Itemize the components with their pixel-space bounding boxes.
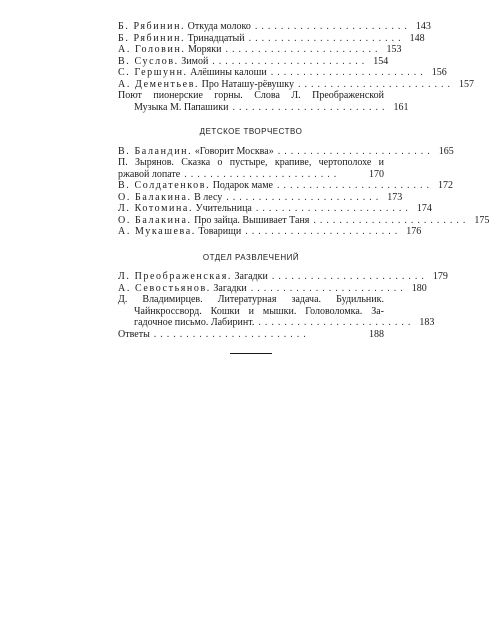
leader-dots: ........................ — [255, 203, 412, 214]
toc-entry — [118, 180, 453, 192]
toc-entry — [118, 214, 490, 227]
entry-author: А. Мукашева. — [118, 226, 196, 237]
leader-dots: ........................ — [232, 101, 389, 113]
entry-title: Алёшины калоши — [190, 67, 267, 78]
toc-entry — [118, 329, 384, 341]
toc-entry — [118, 67, 447, 79]
leader-dots: ........................ — [270, 67, 427, 78]
entry-page: 188 — [369, 328, 384, 340]
leader-dots: ........................ — [297, 78, 454, 90]
toc-section-entertainment — [118, 271, 448, 340]
entry-title: Загадки — [234, 271, 268, 282]
entry-page: 174 — [416, 203, 432, 214]
entry-title: Про Наташу-рёвушку — [201, 78, 294, 90]
leader-dots: ........................ — [258, 317, 415, 328]
entry-page: 173 — [387, 191, 403, 203]
entry-page: 179 — [432, 271, 448, 282]
entry-page: 148 — [409, 32, 425, 44]
toc-entry — [118, 282, 427, 295]
toc-section-children — [118, 145, 490, 238]
entry-author: О. Балакина. — [118, 214, 192, 226]
entry-title: «Говорит Москва» — [194, 145, 274, 157]
leader-dots: ........................ — [153, 328, 310, 340]
entry-page: 180 — [411, 282, 427, 294]
toc-entry — [118, 78, 474, 91]
toc-entry-multiline — [118, 294, 435, 329]
leader-dots: ........................ — [250, 282, 407, 294]
entry-line: гадочное письмо. Лабиринт. — [134, 317, 255, 328]
toc-entry — [118, 226, 422, 238]
toc-entry — [118, 191, 403, 204]
entry-author: Б. Рябинин. — [118, 21, 186, 32]
entry-page: 161 — [393, 101, 409, 113]
entry-author: С. Гершунн. — [118, 67, 188, 78]
entry-title: Тринадцатый — [187, 32, 245, 44]
section-heading: ОТДЕЛ РАЗВЛЕЧЕНИЙ — [202, 252, 300, 262]
entry-page: 143 — [415, 21, 431, 32]
entry-page: 153 — [386, 44, 402, 55]
leader-dots: ........................ — [271, 271, 428, 282]
entry-title: Моряки — [188, 44, 222, 55]
entry-last-line — [118, 101, 409, 114]
entry-author: В. Баландин. — [118, 145, 193, 157]
entry-page: 183 — [419, 317, 435, 328]
entry-page: 172 — [438, 180, 453, 191]
entry-page: 156 — [431, 67, 447, 78]
toc-section-continuation — [118, 21, 474, 113]
entry-page: 175 — [474, 214, 490, 226]
leader-dots: ........................ — [225, 44, 382, 55]
leader-dots: ........................ — [277, 145, 434, 157]
entry-title: Учительница — [195, 203, 252, 214]
entry-page: 165 — [438, 145, 454, 157]
entry-author: А. Головин. — [118, 44, 186, 55]
entry-author: А. Дементьев. — [118, 78, 200, 90]
leader-dots: ........................ — [226, 191, 383, 203]
entry-page: 157 — [458, 78, 474, 90]
entry-author: В. Солдатенков. — [118, 180, 211, 191]
entry-line: Музыка М. Папашики — [134, 101, 229, 113]
toc-entry — [118, 145, 454, 158]
entry-author: В. Суслов. — [118, 55, 179, 67]
toc-entry-multiline — [118, 90, 409, 113]
entry-title: Товарищи — [198, 226, 242, 237]
leader-dots: ........................ — [184, 168, 341, 180]
toc-entry — [118, 271, 448, 283]
entry-title: В лесу — [194, 191, 223, 203]
leader-dots: ........................ — [245, 226, 402, 237]
entry-last-line — [118, 317, 435, 329]
entry-title: Про зайца. Вышивает Таня — [194, 214, 310, 226]
entry-line: Чайнкроссворд. Кошки и мышки. Головоломка. За- — [134, 305, 384, 317]
leader-dots: ........................ — [277, 180, 433, 191]
entry-author: Л. Котомина. — [118, 203, 194, 214]
toc-entry — [118, 55, 389, 68]
entry-page: 176 — [406, 226, 422, 237]
entry-title: Откуда молоко — [187, 21, 251, 32]
toc-entry — [118, 21, 431, 33]
entry-title: Ответы — [118, 328, 150, 340]
entry-author: А. Севостьянов. — [118, 282, 211, 294]
entry-author: Л. Преображенская. — [118, 271, 233, 282]
toc-entry — [118, 203, 432, 215]
entry-last-line — [118, 169, 384, 181]
entry-line: Д. Владимирцев. Литературная задача. Будильник. — [118, 294, 384, 305]
entry-page: 154 — [373, 55, 389, 67]
entry-page: 170 — [369, 168, 384, 180]
toc-entry-multiline — [118, 157, 384, 180]
entry-author: О. Балакина. — [118, 191, 192, 203]
leader-dots: ........................ — [254, 21, 411, 32]
entry-title: Загадки — [213, 282, 247, 294]
leader-dots: ........................ — [212, 55, 369, 67]
entry-title: Зимой — [181, 55, 209, 67]
leader-dots: ........................ — [248, 32, 405, 44]
leader-dots: ........................ — [313, 214, 470, 226]
entry-line: Поют пионерские горны. Слова Л. Преображенской — [118, 90, 384, 101]
toc-entry — [118, 32, 425, 45]
table-of-contents — [118, 21, 490, 354]
entry-line: П. Зырянов. Сказка о пустыре, крапиве, чертополохе и — [118, 157, 384, 168]
toc-entry — [118, 44, 402, 56]
end-rule — [230, 353, 272, 354]
entry-title: Подарок маме — [212, 180, 273, 191]
entry-line: ржавой лопате — [118, 168, 181, 180]
section-heading: ДЕТСКОЕ ТВОРЧЕСТВО — [199, 127, 303, 136]
entry-author: Б. Рябинин. — [118, 32, 186, 44]
